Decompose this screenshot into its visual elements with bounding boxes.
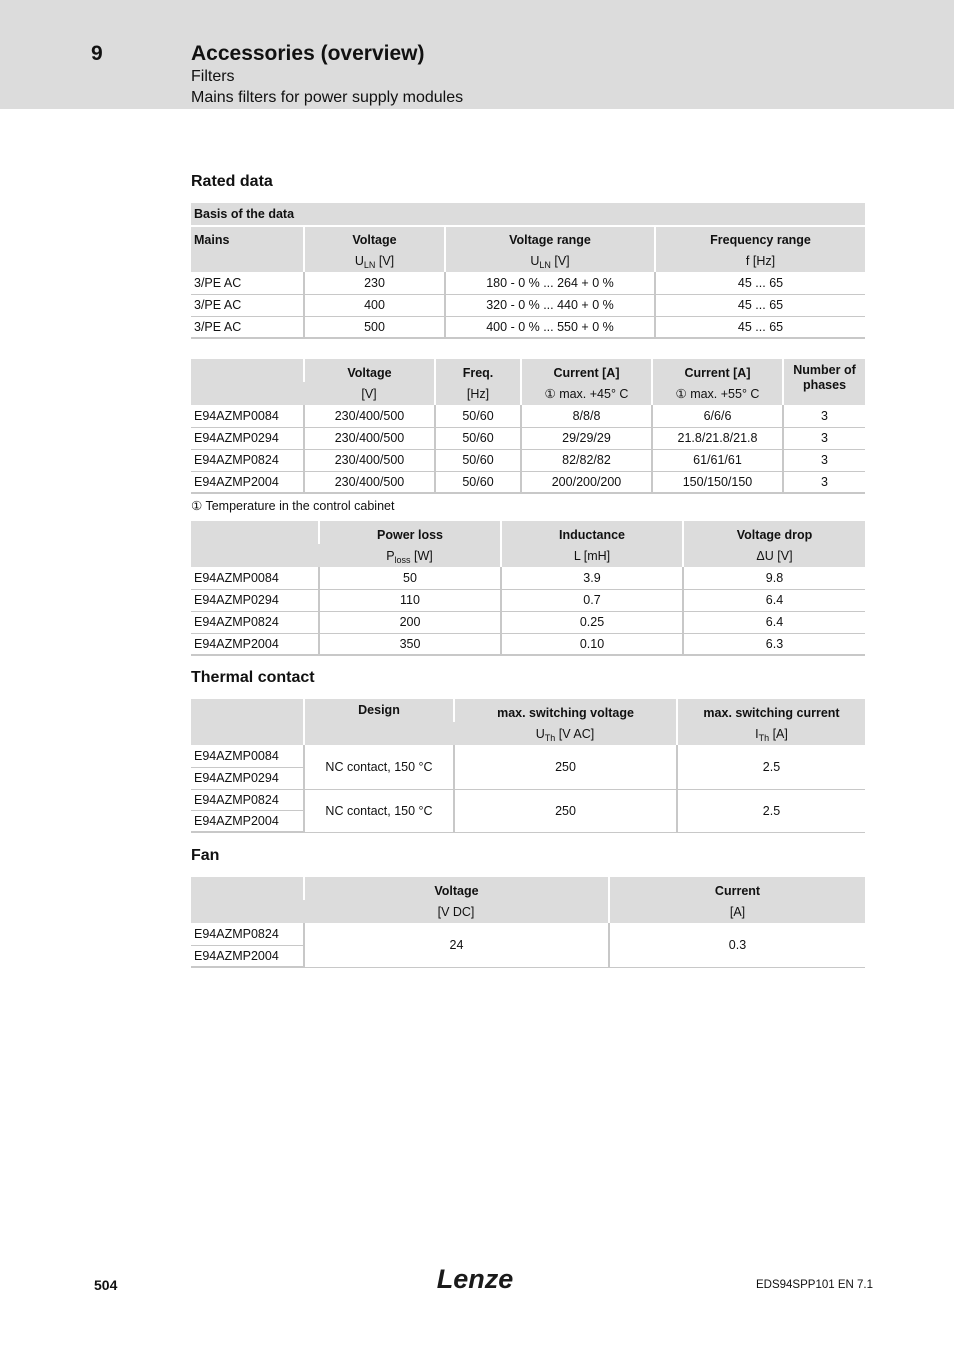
lenze-logo [435,1264,515,1294]
col-header-frequency-range: Frequency range [655,226,865,249]
col-unit-voltage-range: $U_{LN}$ [V] [445,249,655,272]
table-row: E94AZMP0084 230/400/500 50/60 8/8/8 6/6/6 3 [191,405,865,427]
table-row: E94AZMP0084 50 3.9 9.8 [191,567,865,589]
col-unit-fan-voltage: [V DC] [304,900,609,923]
col-unit-inductance: L [mH] [501,544,683,567]
col-header-mains: Mains [191,226,304,249]
table-row: E94AZMP2004 [191,810,865,832]
chapter-number: 9 [91,42,103,65]
table-row: 3/PE AC 230 180 - 0 % ... 264 + 0 % 45 ... 65 [191,272,865,294]
table-row: E94AZMP2004 350 0.10 6.3 [191,633,865,655]
document-id: EDS94SPP101 EN 7.1 [756,1279,873,1291]
table-caption: Basis of the data [191,203,865,226]
svg-text:Lenze: Lenze [436,1264,514,1294]
col-unit-switching-voltage: $U_{Th}$ [V AC] [454,722,677,745]
col-header-fan-voltage: Voltage [304,877,609,900]
footnote: ① Temperature in the control cabinet [191,499,395,513]
section-heading-fan: Fan [191,847,220,864]
table-mains-basis [191,203,865,339]
col-header-freq: Freq. [435,359,521,382]
col-header-fan-current: Current [609,877,865,900]
table-row: 3/PE AC 400 320 - 0 % ... 440 + 0 % 45 ... 65 [191,294,865,316]
table-row: E94AZMP0294 [191,767,865,789]
col-header-voltage: Voltage [304,226,445,249]
table-row: E94AZMP0084 NC contact, 150 °C 250 2.5 [191,745,865,767]
table-row: E94AZMP2004 [191,945,865,967]
table-row: 3/PE AC 500 400 - 0 % ... 550 + 0 % 45 ... 65 [191,316,865,338]
table-row: E94AZMP0824 24 0.3 [191,923,865,945]
header-band [0,0,954,109]
table-power-loss [191,521,865,656]
col-unit-power-loss: $P_{loss}$ [W] [319,544,501,567]
col-unit-voltage-drop: ΔU [V] [683,544,865,567]
col-unit-frequency: f [Hz] [655,249,865,272]
col-unit-voltage: [V] [304,382,435,405]
subtitle-mains-filters: Mains filters for power supply modules [191,89,464,106]
col-unit-voltage: $U_{LN}$ [V] [304,249,445,272]
col-header-switching-voltage: max. switching voltage [454,699,677,722]
page-number: 504 [94,1277,118,1293]
col-header-voltage-range: Voltage range [445,226,655,249]
col-note-current-55: ① max. +55° C [652,382,783,405]
col-header-voltage: Voltage [304,359,435,382]
section-heading-thermal-contact: Thermal contact [191,669,315,686]
table-row: E94AZMP0824 200 0.25 6.4 [191,611,865,633]
table-row: E94AZMP0294 110 0.7 6.4 [191,589,865,611]
col-header-voltage-drop: Voltage drop [683,521,865,544]
table-row: E94AZMP0294 230/400/500 50/60 29/29/29 21.8/21.8/21.8 3 [191,427,865,449]
col-header-design: Design [304,699,454,745]
col-unit-freq: [Hz] [435,382,521,405]
col-note-current-45: ① max. +45° C [521,382,652,405]
table-row: E94AZMP0824 230/400/500 50/60 82/82/82 61/61/61 3 [191,449,865,471]
table-filter-ratings [191,359,865,494]
table-fan [191,877,865,968]
col-header-inductance: Inductance [501,521,683,544]
col-unit-fan-current: [A] [609,900,865,923]
table-thermal-contact [191,699,865,833]
chapter-title: Accessories (overview) [191,42,425,65]
col-header-switching-current: max. switching current [677,699,865,722]
col-header-current-45: Current [A] [521,359,652,382]
col-header-power-loss: Power loss [319,521,501,544]
col-header-current-55: Current [A] [652,359,783,382]
section-heading-rated-data: Rated data [191,173,273,190]
col-header-phases: Number of phases [783,359,865,405]
table-row: E94AZMP2004 230/400/500 50/60 200/200/200 150/150/150 3 [191,471,865,493]
table-row: E94AZMP0824 NC contact, 150 °C 250 2.5 [191,789,865,810]
subtitle-filters: Filters [191,68,235,85]
col-unit-switching-current: $I_{Th}$ [A] [677,722,865,745]
